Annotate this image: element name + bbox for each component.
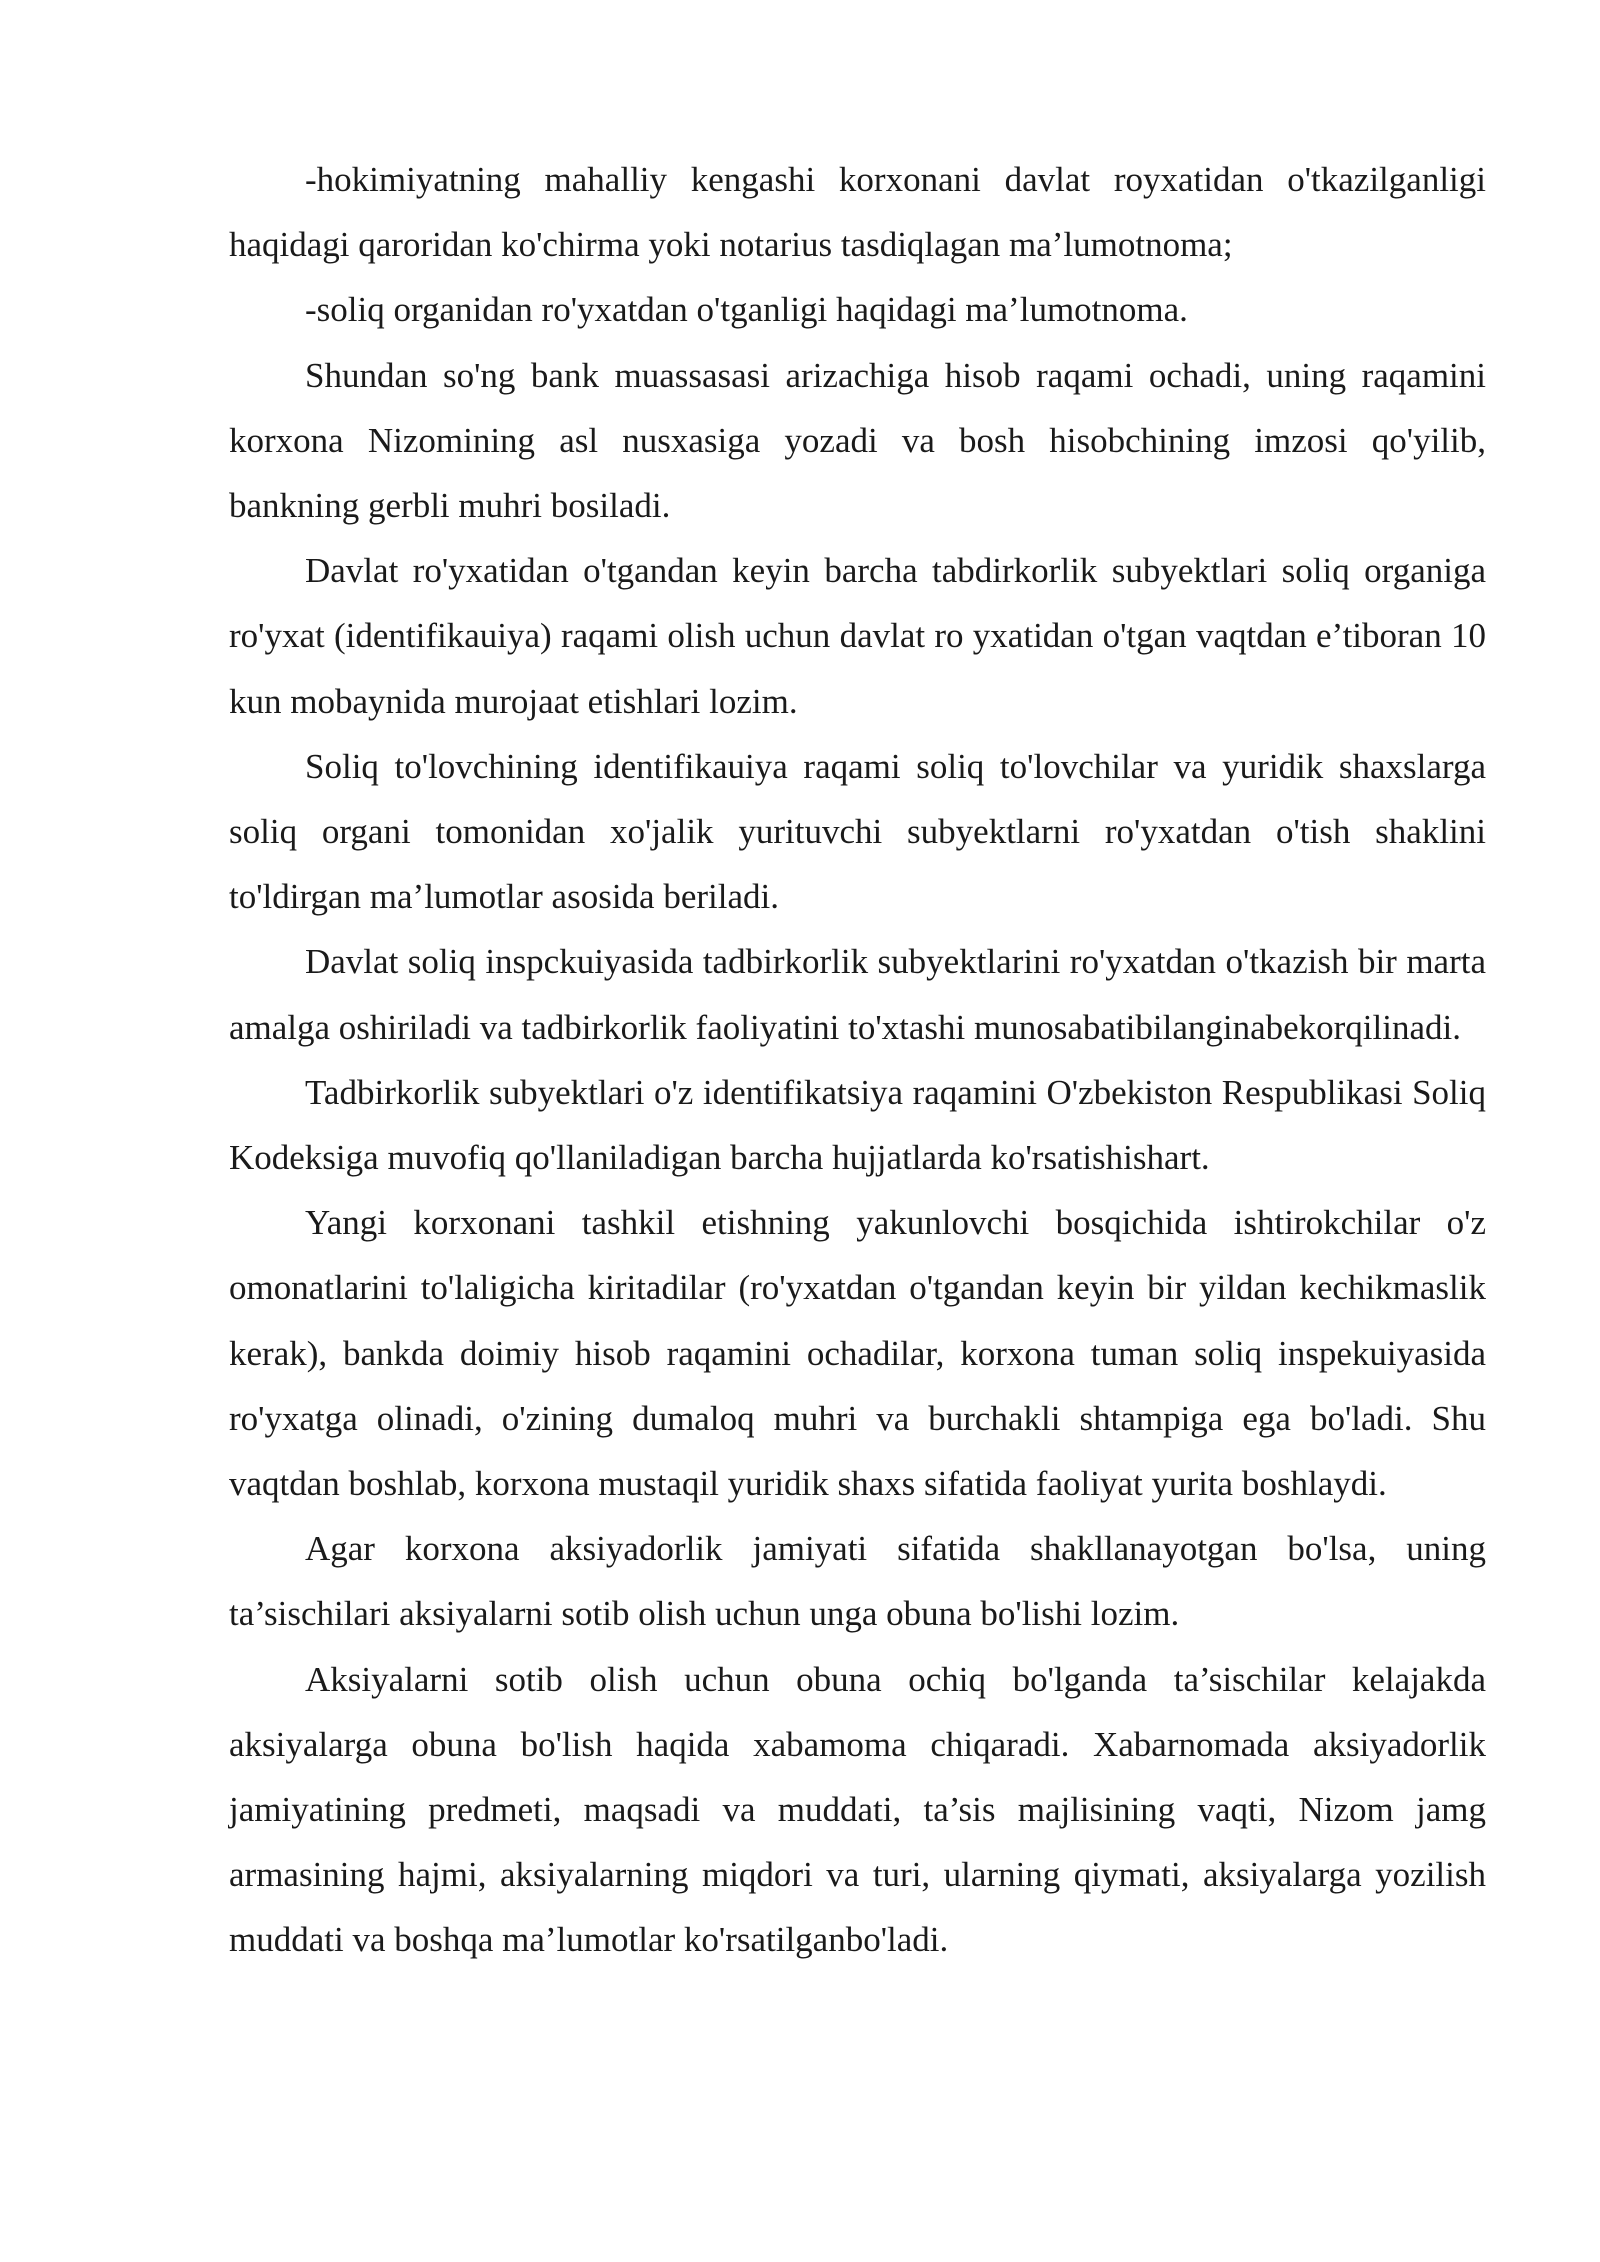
paragraph: Agar korxona aksiyadorlik jamiyati sifatida shakllanayotgan bo'lsa, uning ta’sischilari aksiyalarni sotib olish uchun unga obuna bo'lishi lozim.: [229, 1529, 1486, 1634]
paragraph: -hokimiyatning mahalliy kengashi korxonani davlat royxatidan o'tkazilganligi haqidagi qaroridan ko'chirma yoki notarius tasdiqlagan ma’lumotnoma;: [229, 160, 1486, 265]
paragraph: Davlat ro'yxatidan o'tgandan keyin barcha tabdirkorlik subyektlari soliq organiga ro'yxat (identifikauiya) raqami olish uchun davlat ro yxatidan o'tgan vaqtdan e’tiboran 10 kun mobaynida murojaat etishlari lozim.: [229, 551, 1486, 721]
paragraph: Yangi korxonani tashkil etishning yakunlovchi bosqichida ishtirokchilar o'z omonatlarini to'laligicha kiritadilar (ro'yxatdan o'tgandan keyin bir yildan kechikmaslik kerak), bankda doimiy hisob raqamini ochadilar, korxona tuman soliq inspekuiyasida ro'yxatga olinadi, o'zining dumaloq muhri va burchakli shtampiga ega bo'ladi. Shu vaqtdan boshlab, korxona mustaqil yuridik shaxs sifatida faoliyat yurita boshlaydi.: [229, 1203, 1486, 1504]
paragraph: Tadbirkorlik subyektlari o'z identifikatsiya raqamini O'zbekiston Respublikasi Soliq Kodeksiga muvofiq qo'llaniladigan barcha hujjatlarda ko'rsatishishart.: [229, 1072, 1486, 1178]
paragraph: Shundan so'ng bank muassasasi arizachiga hisob raqami ochadi, uning raqamini korxona Nizomining asl nusxasiga yozadi va bosh hisobchining imzosi qo'yilib, bankning gerbli muhri bosiladi.: [229, 355, 1486, 526]
paragraph: Davlat soliq inspckuiyasida tadbirkorlik subyektlarini ro'yxatdan o'tkazish bir marta amalga oshiriladi va tadbirkorlik faoliyatini to'xtashi munosabatibilanginabekorqilinadi.: [229, 942, 1486, 1047]
paragraph: Soliq to'lovchining identifikauiya raqami soliq to'lovchilar va yuridik shaxslarga soliq organi tomonidan xo'jalik yurituvchi subyektlarni ro'yxatdan o'tish shaklini to'ldirgan ma’lumotlar asosida beriladi.: [229, 746, 1486, 917]
paragraph: -soliq organidan ro'yxatdan o'tganligi haqidagi ma’lumotnoma.: [305, 290, 1188, 330]
paragraph: Aksiyalarni sotib olish uchun obuna ochiq bo'lganda ta’sischilar kelajakda aksiyalarga obuna bo'lish haqida xabamoma chiqaradi. Xabarnomada aksiyadorlik jamiyatining predmeti, maqsadi va muddati, ta’sis majlisining vaqti, Nizom jamg armasining hajmi, aksiyalarning miqdori va turi, ularning qiymati, aksiyalarga yozilish muddati va boshqa ma’lumotlar ko'rsatilganbo'ladi.: [229, 1659, 1486, 1960]
body-text: [229, 147, 1486, 1973]
